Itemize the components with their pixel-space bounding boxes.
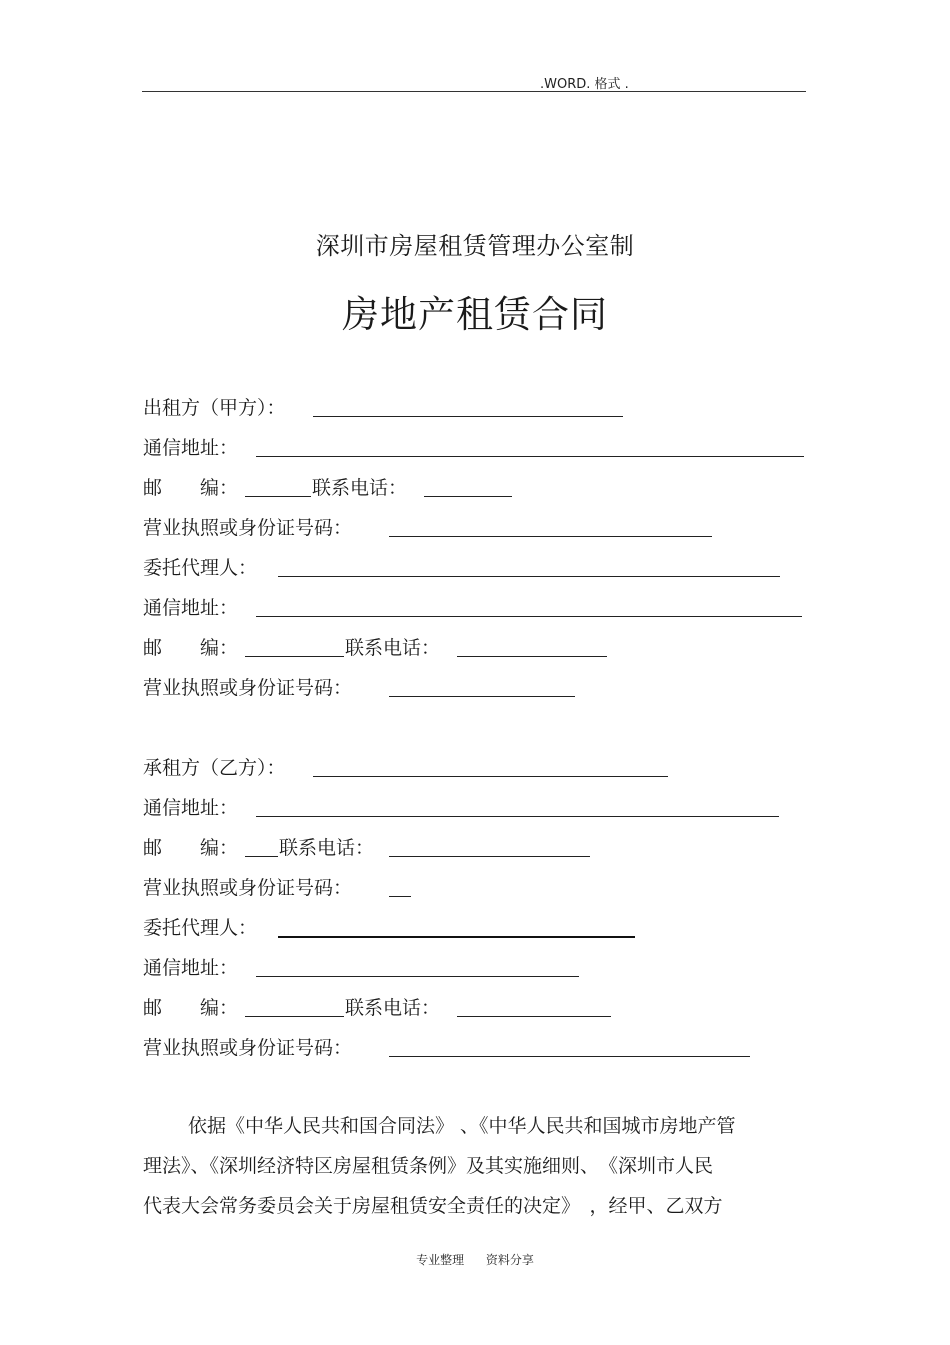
- party-b-agent-address-field[interactable]: [256, 976, 579, 977]
- page-footer: 专业整理 资料分享: [416, 1253, 534, 1267]
- party-a-agent-phone-label: 联系电话：: [345, 637, 441, 659]
- party-a-address-field[interactable]: [256, 456, 804, 457]
- contract-title: 房地产租赁合同: [342, 293, 608, 336]
- party-a-agent-postcode-label: 邮 编：: [143, 637, 239, 659]
- party-a-id-label: 营业执照或身份证号码：: [143, 517, 353, 539]
- party-a-name-field[interactable]: [313, 416, 623, 417]
- party-a-postcode-label: 邮 编：: [143, 477, 239, 499]
- party-a-agent-label: 委托代理人：: [143, 557, 258, 579]
- party-b-postcode-label: 邮 编：: [143, 837, 239, 859]
- party-a-address-label: 通信地址：: [143, 437, 239, 459]
- party-b-agent-phone-label: 联系电话：: [345, 997, 441, 1019]
- header-divider: [142, 91, 806, 92]
- preamble-line-3: 代表大会常务委员会关于房屋租赁安全责任的决定》 ，经甲、乙双方: [143, 1195, 723, 1217]
- party-a-agent-id-label: 营业执照或身份证号码：: [143, 677, 353, 699]
- party-b-phone-label: 联系电话：: [279, 837, 375, 859]
- party-b-id-label: 营业执照或身份证号码：: [143, 877, 353, 899]
- party-a-postcode-field[interactable]: [245, 496, 311, 497]
- preamble-line-1: 依据《中华人民共和国合同法》 、《中华人民共和国城市房地产管: [188, 1115, 736, 1137]
- page-header: .WORD. 格式 .: [540, 77, 629, 92]
- contract-preamble: [143, 1106, 803, 1226]
- party-b-address-field[interactable]: [256, 816, 779, 817]
- party-b-agent-id-field[interactable]: [389, 1056, 750, 1057]
- party-a-phone-label: 联系电话：: [312, 477, 408, 499]
- party-a-phone-field[interactable]: [424, 496, 512, 497]
- party-b-agent-postcode-field[interactable]: [245, 1016, 344, 1017]
- party-b-agent-field[interactable]: [278, 936, 635, 938]
- party-a-label: 出租方（甲方）：: [143, 397, 286, 419]
- party-b-address-label: 通信地址：: [143, 797, 239, 819]
- party-a-agent-address-label: 通信地址：: [143, 597, 239, 619]
- party-b-agent-phone-field[interactable]: [457, 1016, 611, 1017]
- party-b-label: 承租方（乙方）：: [143, 757, 286, 779]
- issuer-subtitle: 深圳市房屋租赁管理办公室制: [315, 232, 635, 260]
- party-a-agent-id-field[interactable]: [389, 696, 575, 697]
- party-a-id-field[interactable]: [389, 536, 712, 537]
- party-a-agent-phone-field[interactable]: [457, 656, 607, 657]
- party-b-agent-address-label: 通信地址：: [143, 957, 239, 979]
- party-b-postcode-field[interactable]: [245, 856, 278, 857]
- party-b-phone-field[interactable]: [389, 856, 590, 857]
- party-a-agent-address-field[interactable]: [256, 616, 802, 617]
- party-b-agent-label: 委托代理人：: [143, 917, 258, 939]
- party-b-agent-id-label: 营业执照或身份证号码：: [143, 1037, 353, 1059]
- party-b-id-field[interactable]: [389, 896, 411, 897]
- party-a-agent-field[interactable]: [278, 576, 780, 577]
- party-b-agent-postcode-label: 邮 编：: [143, 997, 239, 1019]
- preamble-line-2: 理法》、《深圳经济特区房屋租赁条例》及其实施细则、 《深圳市人民: [143, 1155, 714, 1177]
- party-a-agent-postcode-field[interactable]: [245, 656, 344, 657]
- party-b-name-field[interactable]: [313, 776, 668, 777]
